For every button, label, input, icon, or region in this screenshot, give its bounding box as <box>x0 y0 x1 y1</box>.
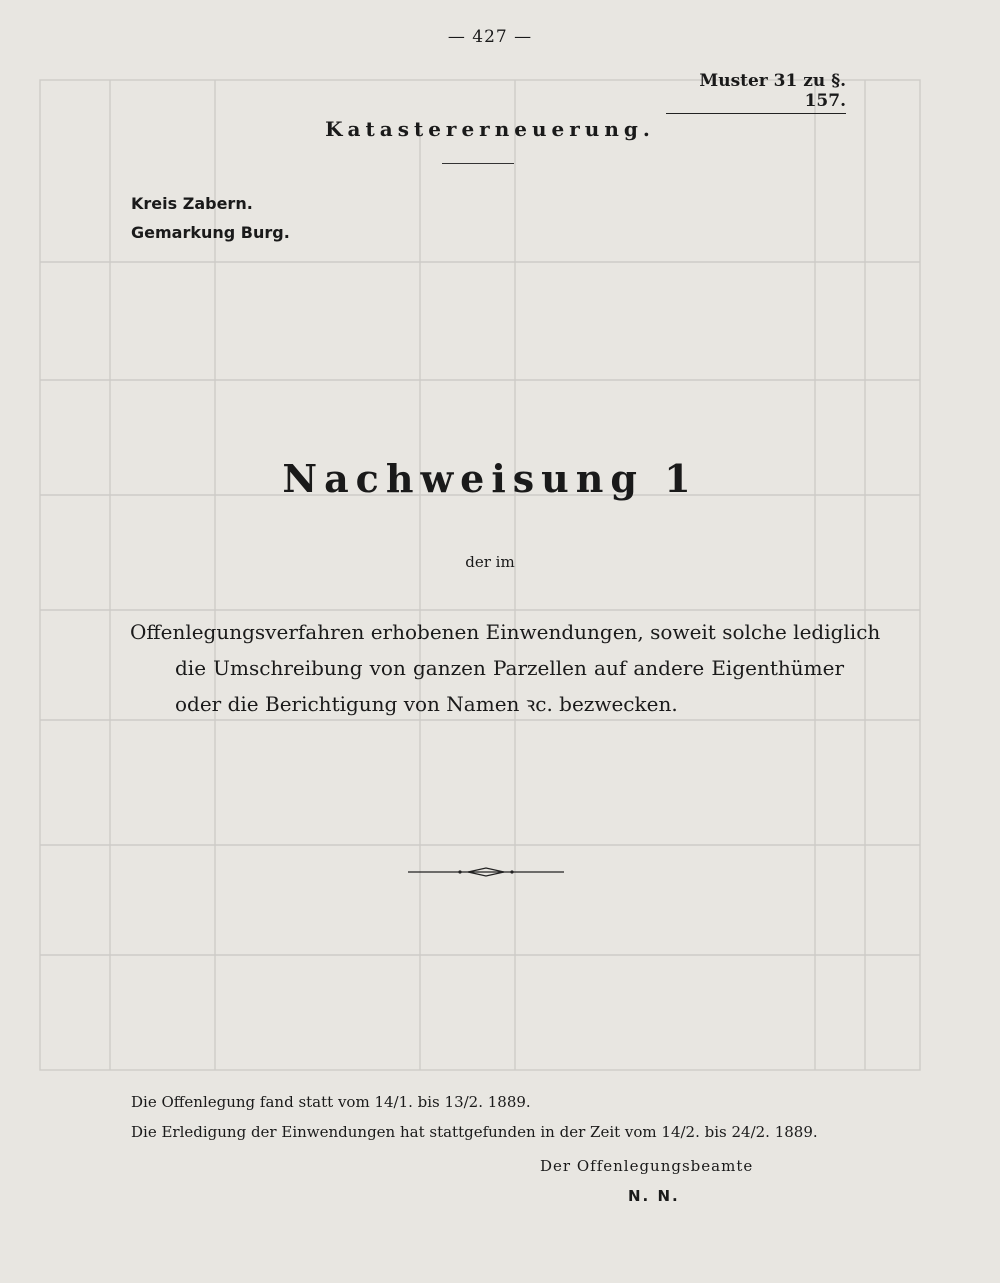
description-line-1: Offenlegungsverfahren erhobenen Einwendungen, soweit solche lediglich <box>130 620 881 644</box>
connector-text: der im <box>465 553 515 571</box>
description-line-3: oder die Berichtigung von Namen ꝛc. bezwecken. <box>175 692 678 716</box>
district-gemarkung: Gemarkung Burg. <box>131 223 290 242</box>
description-line-2: die Umschreibung von ganzen Parzellen auf andere Eigenthümer <box>175 656 844 680</box>
signature: N. N. <box>628 1187 680 1205</box>
footnotes <box>131 1087 818 1147</box>
official-title: Der Offenlegungsbeamte <box>540 1157 754 1175</box>
district-kreis: Kreis Zabern. <box>131 194 253 213</box>
footnote-disclosure-period: Die Offenlegung fand statt vom 14/1. bis 13/2. 1889. <box>131 1093 531 1111</box>
ornament-divider <box>408 862 564 882</box>
district-block <box>131 189 290 247</box>
footnote-resolution-period: Die Erledigung der Einwendungen hat stattgefunden in der Zeit vom 14/2. bis 24/2. 1889. <box>131 1123 818 1141</box>
section-title: Katastererneuerung. <box>325 117 655 141</box>
form-reference: Muster 31 zu §. 157. <box>666 71 846 114</box>
page-number: — 427 — <box>447 27 533 47</box>
document-heading: Nachweisung 1 <box>282 456 698 501</box>
title-divider <box>442 163 514 164</box>
description-paragraph <box>130 614 881 722</box>
